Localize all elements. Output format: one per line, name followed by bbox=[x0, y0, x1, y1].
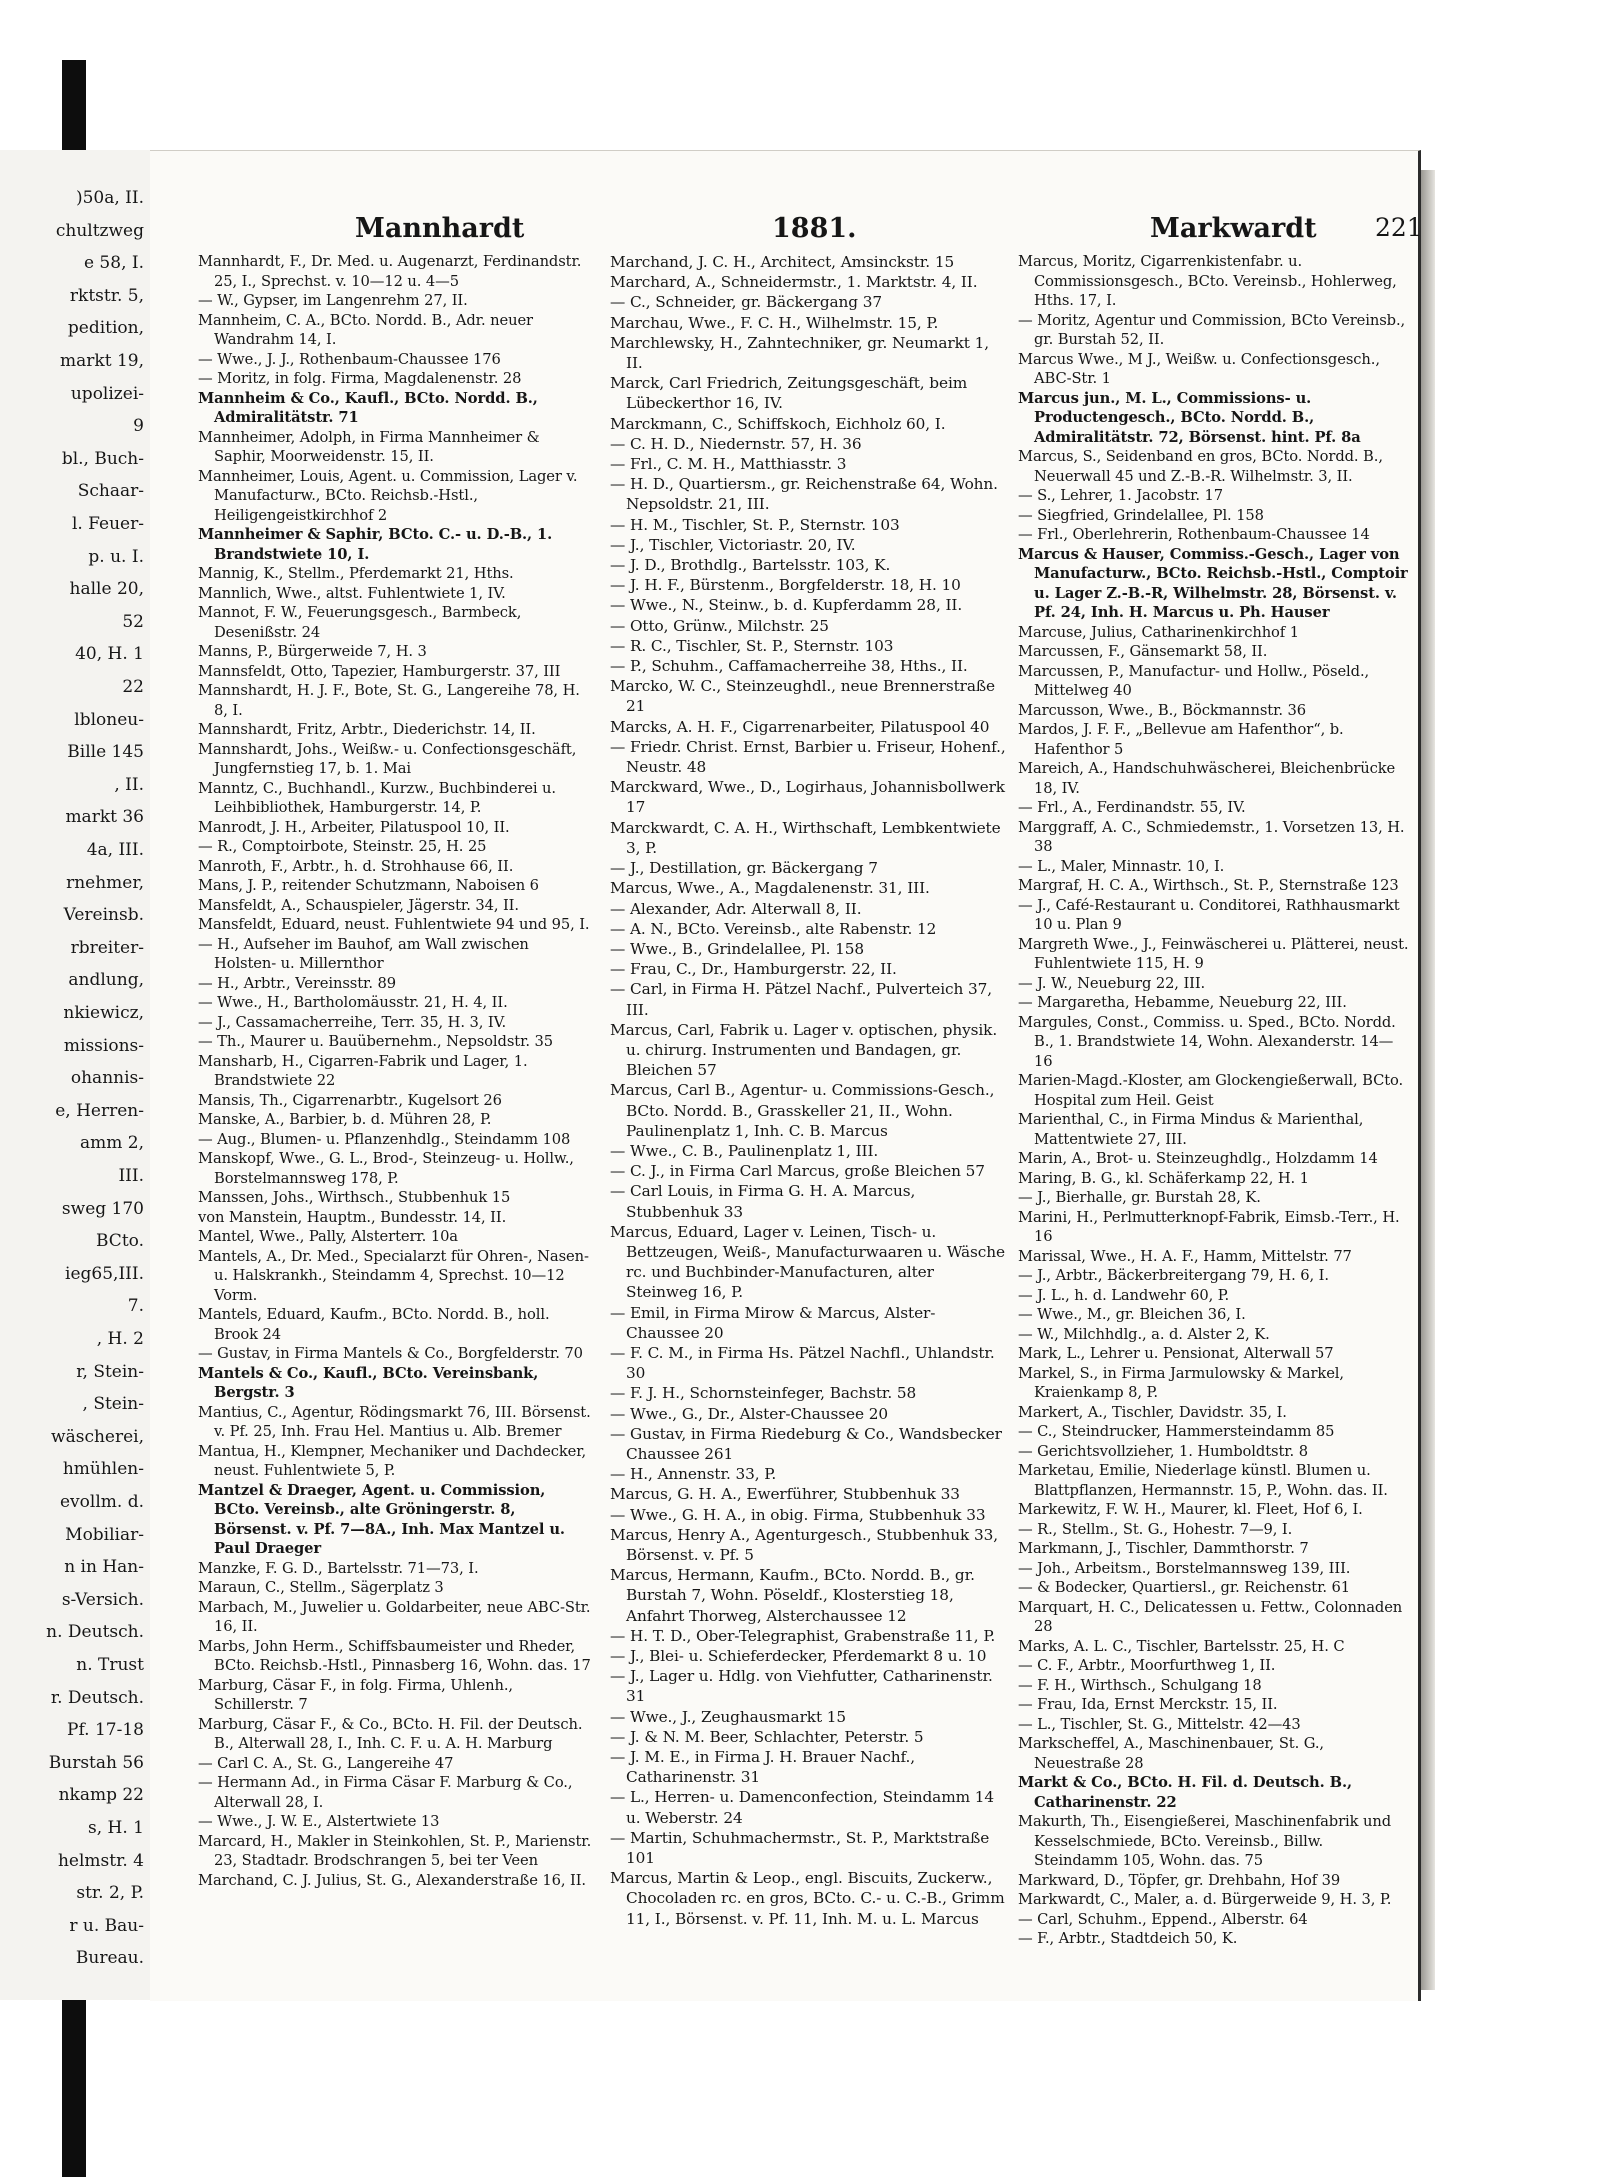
directory-entry: — J. D., Brothdlg., Bartelsstr. 103, K. bbox=[610, 556, 891, 575]
directory-entry: — Wwe., M., gr. Bleichen 36, I. bbox=[1018, 1306, 1246, 1323]
directory-entry: Marcus Wwe., M J., Weißw. u. Confectionsgesch., ABC-Str. 1 bbox=[1018, 350, 1380, 387]
directory-entry: Mannig, K., Stellm., Pferdemarkt 21, Hths. bbox=[198, 565, 514, 582]
directory-entry: Marcko, W. C., Steinzeughdl., neue Brennerstraße 21 bbox=[610, 677, 995, 716]
facing-page-text-fragment: n in Han- bbox=[64, 1557, 144, 1578]
directory-entry: — Emil, in Firma Mirow & Marcus, Alster-Chaussee 20 bbox=[610, 1303, 936, 1342]
directory-entry: Manske, A., Barbier, b. d. Mühren 28, P. bbox=[198, 1111, 492, 1128]
directory-entry: Manskopf, Wwe., G. L., Brod-, Steinzeug- u. Hollw., Borstelmannsweg 178, P. bbox=[198, 1150, 574, 1187]
directory-entry: — Frau, C., Dr., Hamburgerstr. 22, II. bbox=[610, 960, 897, 979]
directory-entry: von Manstein, Hauptm., Bundesstr. 14, II. bbox=[198, 1208, 507, 1226]
directory-entry: Marcus, Henry A., Agenturgesch., Stubbenhuk 33, Börsenst. v. Pf. 5 bbox=[610, 1525, 998, 1564]
facing-page-text-fragment: evollm. d. bbox=[60, 1492, 144, 1512]
directory-entry: — Frl., C. M. H., Matthiasstr. 3 bbox=[610, 455, 847, 474]
directory-entry: Maraun, C., Stellm., Sägerplatz 3 bbox=[198, 1579, 444, 1596]
directory-entry: — J. W., Neueburg 22, III. bbox=[1018, 974, 1206, 992]
facing-page-text-fragment: markt 19, bbox=[60, 351, 144, 371]
directory-entry: — Wwe., B., Grindelallee, Pl. 158 bbox=[610, 939, 864, 958]
directory-entry: Marcus, Martin & Leop., engl. Biscuits, Zuckerw., Chocoladen rc. en gros, BCto. C.- u. C.-B., Grimm 11, I., Börsenst. v. Pf. 11, Inh. M. u. L. Marcus bbox=[610, 1869, 1005, 1928]
directory-entry: Mannot, F. W., Feuerungsgesch., Barmbeck, Desenißstr. 24 bbox=[198, 604, 522, 641]
directory-entry: Mannshardt, H. J. F., Bote, St. G., Langereihe 78, H. 8, I. bbox=[198, 682, 580, 719]
directory-entry: Markert, A., Tischler, Davidstr. 35, I. bbox=[1018, 1403, 1287, 1421]
facing-page-text-fragment: 40, H. 1 bbox=[75, 644, 144, 665]
directory-column-3 bbox=[1018, 252, 1410, 1949]
facing-page-fragment bbox=[0, 150, 151, 2000]
facing-page-text-fragment: Vereinsb. bbox=[63, 905, 144, 926]
directory-column-1 bbox=[198, 252, 593, 1890]
facing-page-text-fragment: Pf. 17-18 bbox=[67, 1720, 144, 1741]
directory-entry: — H., Annenstr. 33, P. bbox=[610, 1465, 777, 1484]
directory-entry: Marcus, Carl, Fabrik u. Lager v. optischen, physik. u. chirurg. Instrumenten und Bandagen, gr. Bleichen 57 bbox=[610, 1020, 998, 1080]
directory-entry: Marcus, Hermann, Kaufm., BCto. Nordd. B., gr. Burstah 7, Wohn. Pöseldf., Klosterstieg 18, Anfahrt Thorweg, Alsterchaussee 12 bbox=[610, 1566, 975, 1625]
directory-entry: — Hermann Ad., in Firma Cäsar F. Marburg & Co., Alterwall 28, I. bbox=[198, 1774, 573, 1811]
facing-page-text-fragment: )50a, II. bbox=[75, 188, 144, 208]
facing-page-text-fragment: missions- bbox=[63, 1035, 144, 1056]
facing-page-text-fragment: chultzweg bbox=[55, 220, 144, 241]
directory-entry: — J., Cassamacherreihe, Terr. 35, H. 3, IV. bbox=[198, 1013, 507, 1031]
running-head-left: Mannhardt bbox=[355, 213, 525, 244]
directory-entry: Mantzel & Draeger, Agent. u. Commission, BCto. Vereinsb., alte Gröningerstr. 8, Börsenst. v. Pf. 7—8A., Inh. Max Mantzel u. Paul Draeger bbox=[198, 1481, 565, 1557]
directory-entry: Markscheffel, A., Maschinenbauer, St. G., Neuestraße 28 bbox=[1018, 1735, 1324, 1772]
directory-entry: — Margaretha, Hebamme, Neueburg 22, III. bbox=[1018, 994, 1347, 1011]
directory-entry: — C., Steindrucker, Hammersteindamm 85 bbox=[1018, 1423, 1335, 1440]
directory-entry: — R., Comptoirbote, Steinstr. 25, H. 25 bbox=[198, 838, 487, 855]
facing-page-text-fragment: lbloneu- bbox=[74, 709, 144, 730]
facing-page-text-fragment: Bille 145 bbox=[67, 742, 144, 763]
directory-entry: — C., Schneider, gr. Bäckergang 37 bbox=[610, 293, 882, 312]
directory-entry: Marcus jun., M. L., Commissions- u. Productengesch., BCto. Nordd. B., Admiralitätstr. 72, Börsenst. hint. Pf. 8a bbox=[1018, 389, 1361, 446]
directory-entry: Marbach, M., Juwelier u. Goldarbeiter, neue ABC-Str. 16, II. bbox=[198, 1598, 591, 1635]
facing-page-text-fragment: str. 2, P. bbox=[76, 1883, 144, 1904]
directory-entry: Marchand, C. J. Julius, St. G., Alexanderstraße 16, II. bbox=[198, 1871, 586, 1889]
directory-entry: — Frl., Oberlehrerin, Rothenbaum-Chaussee 14 bbox=[1018, 526, 1370, 543]
directory-entry: Marcus, Moritz, Cigarrenkistenfabr. u. Commissionsgesch., BCto. Vereinsb., Hohlerweg, Hths. 17, I. bbox=[1018, 253, 1397, 309]
directory-entry: — H. M., Tischler, St. P., Sternstr. 103 bbox=[610, 515, 900, 534]
directory-entry: Mantel, Wwe., Pally, Alsterterr. 10a bbox=[198, 1228, 458, 1245]
directory-entry: — J., Tischler, Victoriastr. 20, IV. bbox=[610, 535, 856, 554]
facing-page-text-fragment: p. u. I. bbox=[88, 546, 144, 567]
facing-page-text-fragment: rktstr. 5, bbox=[69, 285, 144, 306]
directory-entry: — Joh., Arbeitsm., Borstelmannsweg 139, III. bbox=[1018, 1559, 1351, 1577]
facing-page-text-fragment: pedition, bbox=[67, 318, 144, 339]
directory-entry: Marien-Magd.-Kloster, am Glockengießerwall, BCto. Hospital zum Heil. Geist bbox=[1018, 1072, 1404, 1109]
directory-entry: Mantels, Eduard, Kaufm., BCto. Nordd. B., holl. Brook 24 bbox=[198, 1306, 550, 1343]
directory-entry: Marcus, Wwe., A., Magdalenenstr. 31, III. bbox=[610, 879, 930, 898]
directory-entry: Manrodt, J. H., Arbeiter, Pilatuspool 10, II. bbox=[198, 818, 510, 836]
directory-entry: — J., Café-Restaurant u. Conditorei, Rathhausmarkt 10 u. Plan 9 bbox=[1018, 896, 1400, 933]
running-head-year: 1881. bbox=[772, 213, 857, 244]
facing-page-text-fragment: hmühlen- bbox=[62, 1459, 144, 1480]
directory-entry: Mannheim, C. A., BCto. Nordd. B., Adr. neuer Wandrahm 14, I. bbox=[198, 311, 533, 348]
directory-entry: Manns, P., Bürgerweide 7, H. 3 bbox=[198, 643, 427, 660]
page-edge-shadow bbox=[1421, 170, 1435, 1990]
facing-page-text-fragment: Bureau. bbox=[75, 1948, 144, 1969]
directory-entry: Marggraff, A. C., Schmiedemstr., 1. Vorsetzen 13, H. 38 bbox=[1018, 818, 1405, 855]
directory-entry: Marquart, H. C., Delicatessen u. Fettw., Colonnaden 28 bbox=[1018, 1598, 1403, 1635]
facing-page-text-fragment: n. Trust bbox=[76, 1655, 144, 1675]
directory-entry: Mantua, H., Klempner, Mechaniker und Dachdecker, neust. Fuhlentwiete 5, P. bbox=[198, 1442, 587, 1479]
facing-page-text-fragment: halle 20, bbox=[69, 579, 144, 600]
directory-entry: Marckmann, C., Schiffskoch, Eichholz 60, I. bbox=[610, 414, 946, 433]
facing-page-text-fragment: n. Deutsch. bbox=[46, 1622, 144, 1643]
directory-entry: Mannheimer, Louis, Agent. u. Commission, Lager v. Manufacturw., BCto. Reichsb.-Hstl., Heiligengeistkirchhof 2 bbox=[198, 467, 578, 524]
facing-page-text-fragment: Mobiliar- bbox=[65, 1524, 144, 1545]
directory-entry: — Wwe., C. B., Paulinenplatz 1, III. bbox=[610, 1141, 879, 1160]
directory-entry: Margules, Const., Commiss. u. Sped., BCto. Nordd. B., 1. Brandstwiete 14, Wohn. Alexanderstr. 14—16 bbox=[1018, 1013, 1396, 1070]
running-head-right: Markwardt bbox=[1150, 213, 1317, 244]
directory-entry: Marketau, Emilie, Niederlage künstl. Blumen u. Blattpflanzen, Hermannstr. 15, P., Wohn. das. II. bbox=[1018, 1462, 1388, 1499]
directory-entry: Margreth Wwe., J., Feinwäscherei u. Plätterei, neust. Fuhlentwiete 115, H. 9 bbox=[1018, 935, 1409, 972]
directory-entry: Marin, A., Brot- u. Steinzeughdlg., Holzdamm 14 bbox=[1018, 1150, 1378, 1167]
facing-page-text-fragment: amm 2, bbox=[80, 1133, 144, 1154]
directory-entry: — Carl, in Firma H. Pätzel Nachf., Pulverteich 37, III. bbox=[610, 980, 993, 1019]
facing-page-text-fragment: r u. Bau- bbox=[69, 1915, 144, 1936]
directory-entry: Marchau, Wwe., F. C. H., Wilhelmstr. 15, P. bbox=[610, 313, 939, 332]
directory-entry: — Th., Maurer u. Bauübernehm., Nepsoldstr. 35 bbox=[198, 1033, 553, 1050]
directory-entry: — Friedr. Christ. Ernst, Barbier u. Friseur, Hohenf., Neustr. 48 bbox=[610, 737, 1006, 777]
directory-entry: Mannheim & Co., Kaufl., BCto. Nordd. B., Admiralitätstr. 71 bbox=[198, 389, 538, 426]
directory-entry: — J., Lager u. Hdlg. von Viehfutter, Catharinenstr. 31 bbox=[610, 1667, 993, 1706]
directory-entry: — F. C. M., in Firma Hs. Pätzel Nachfl., Uhlandstr. 30 bbox=[610, 1343, 995, 1383]
directory-entry: — L., Tischler, St. G., Mittelstr. 42—43 bbox=[1018, 1715, 1301, 1733]
directory-column-2 bbox=[610, 252, 1008, 1929]
directory-entry: Maring, B. G., kl. Schäferkamp 22, H. 1 bbox=[1018, 1169, 1309, 1187]
directory-entry: Marburg, Cäsar F., & Co., BCto. H. Fil. der Deutsch. B., Alterwall 28, I., Inh. C. F. u. A. H. Marburg bbox=[198, 1715, 583, 1752]
directory-entry: — Moritz, in folg. Firma, Magdalenenstr. 28 bbox=[198, 370, 522, 387]
directory-entry: Marchand, J. C. H., Architect, Amsinckstr. 15 bbox=[610, 253, 955, 271]
directory-entry: Marissal, Wwe., H. A. F., Hamm, Mittelstr. 77 bbox=[1018, 1247, 1352, 1265]
directory-entry: Marcks, A. H. F., Cigarrenarbeiter, Pilatuspool 40 bbox=[610, 717, 990, 736]
directory-entry: Marck, Carl Friedrich, Zeitungsgeschäft, beim Lübeckerthor 16, IV. bbox=[610, 374, 968, 413]
directory-entry: Mannshardt, Johs., Weißw.- u. Confectionsgeschäft, Jungfernstieg 17, b. 1. Mai bbox=[198, 740, 577, 777]
directory-entry: — & Bodecker, Quartiersl., gr. Reichenstr. 61 bbox=[1018, 1579, 1351, 1596]
directory-entry: Mannsfeldt, Otto, Tapezier, Hamburgerstr. 37, III bbox=[198, 662, 561, 680]
directory-entry: — F. H., Wirthsch., Schulgang 18 bbox=[1018, 1676, 1262, 1694]
directory-entry: Marcuse, Julius, Catharinenkirchhof 1 bbox=[1018, 623, 1299, 641]
directory-entry: Marks, A. L. C., Tischler, Bartelsstr. 25, H. C bbox=[1018, 1637, 1345, 1655]
directory-entry: — L., Herren- u. Damenconfection, Steindamm 14 u. Weberstr. 24 bbox=[610, 1788, 995, 1827]
directory-entry: Marcussen, P., Manufactur- und Hollw., Pöseld., Mittelweg 40 bbox=[1018, 662, 1370, 699]
directory-entry: Marburg, Cäsar F., in folg. Firma, Uhlenh., Schillerstr. 7 bbox=[198, 1676, 513, 1713]
directory-entry: Margraf, H. C. A., Wirthsch., St. P., Sternstraße 123 bbox=[1018, 877, 1399, 894]
facing-page-text-fragment: r, Stein- bbox=[76, 1361, 144, 1382]
directory-entry: — Moritz, Agentur und Commission, BCto Vereinsb., gr. Burstah 52, II. bbox=[1018, 311, 1406, 348]
facing-page-text-fragment: s, H. 1 bbox=[88, 1818, 144, 1838]
facing-page-text-fragment: andlung, bbox=[68, 970, 144, 991]
directory-entry: Marchard, A., Schneidermstr., 1. Marktstr. 4, II. bbox=[610, 273, 978, 292]
directory-entry: Marcus, Carl B., Agentur- u. Commissions-Gesch., BCto. Nordd. B., Grasskeller 21, II., Wohn. Paulinenplatz 1, Inh. C. B. Marcus bbox=[610, 1081, 995, 1140]
directory-entry: Manzke, F. G. D., Bartelsstr. 71—73, I. bbox=[198, 1559, 479, 1577]
directory-entry: — J., Bierhalle, gr. Burstah 28, K. bbox=[1018, 1189, 1261, 1206]
directory-entry: — Aug., Blumen- u. Pflanzenhdlg., Steindamm 108 bbox=[198, 1130, 571, 1148]
directory-entry: Markward, D., Töpfer, gr. Drehbahn, Hof 39 bbox=[1018, 1871, 1341, 1889]
directory-entry: Marcard, H., Makler in Steinkohlen, St. P., Marienstr. 23, Stadtadr. Brodschrangen 5, bei ter Veen bbox=[198, 1832, 592, 1869]
directory-entry: — Gustav, in Firma Riedeburg & Co., Wandsbecker Chaussee 261 bbox=[610, 1424, 1002, 1463]
directory-entry: Marcus, S., Seidenband en gros, BCto. Nordd. B., Neuerwall 45 und Z.-B.-R. Wilhelmstr. 3, II. bbox=[1018, 448, 1383, 485]
facing-page-text-fragment: , H. 2 bbox=[96, 1329, 144, 1349]
directory-entry: — J. L., h. d. Landwehr 60, P. bbox=[1018, 1286, 1230, 1304]
directory-entry: Mannheimer, Adolph, in Firma Mannheimer & Saphir, Moorweidenstr. 15, II. bbox=[198, 428, 540, 465]
facing-page-text-fragment: e, Herren- bbox=[55, 1100, 144, 1121]
directory-entry: Mannhardt, F., Dr. Med. u. Augenarzt, Ferdinandstr. 25, I., Sprechst. v. 10—12 u. 4—5 bbox=[198, 253, 582, 290]
directory-entry: — Frl., A., Ferdinandstr. 55, IV. bbox=[1018, 799, 1246, 816]
directory-entry: — R., Stellm., St. G., Hohestr. 7—9, I. bbox=[1018, 1520, 1293, 1538]
directory-entry: Marckward, Wwe., D., Logirhaus, Johannisbollwerk 17 bbox=[610, 778, 1005, 817]
directory-entry: Mansharb, H., Cigarren-Fabrik und Lager, 1. Brandstwiete 22 bbox=[198, 1052, 528, 1089]
directory-entry: — Wwe., N., Steinw., b. d. Kupferdamm 28, II. bbox=[610, 596, 963, 615]
facing-page-text-fragment: 9 bbox=[133, 416, 144, 437]
directory-entry: Mansfeldt, Eduard, neust. Fuhlentwiete 94 und 95, I. bbox=[198, 916, 590, 933]
directory-entry: Markt & Co., BCto. H. Fil. d. Deutsch. B., Catharinenstr. 22 bbox=[1018, 1774, 1352, 1811]
facing-page-text-fragment: sweg 170 bbox=[61, 1198, 144, 1219]
directory-entry: — C. H. D., Niedernstr. 57, H. 36 bbox=[610, 434, 862, 453]
directory-entry: Marcusson, Wwe., B., Böckmannstr. 36 bbox=[1018, 701, 1307, 719]
facing-page-text-fragment: rbreiter- bbox=[70, 937, 144, 958]
facing-page-text-fragment: upolizei- bbox=[70, 383, 144, 404]
facing-page-text-fragment: 52 bbox=[122, 611, 144, 632]
directory-entry: Manssen, Johs., Wirthsch., Stubbenhuk 15 bbox=[198, 1189, 511, 1206]
directory-entry: — S., Lehrer, 1. Jacobstr. 17 bbox=[1018, 487, 1224, 504]
facing-page-text-fragment: l. Feuer- bbox=[71, 514, 144, 534]
directory-entry: — Carl, Schuhm., Eppend., Alberstr. 64 bbox=[1018, 1910, 1308, 1928]
directory-entry: — J. & N. M. Beer, Schlachter, Peterstr. 5 bbox=[610, 1727, 924, 1746]
directory-entry: — L., Maler, Minnastr. 10, I. bbox=[1018, 857, 1225, 875]
directory-entry: Marcus, Eduard, Lager v. Leinen, Tisch- u. Bettzeugen, Weiß-, Manufacturwaaren u. Wäsche rc. und Buchbinder-Manufacturen, alter Steinweg 16, P. bbox=[610, 1222, 1005, 1302]
directory-entry: — Wwe., H., Bartholomäusstr. 21, H. 4, II. bbox=[198, 994, 508, 1011]
directory-entry: — J., Arbtr., Bäckerbreitergang 79, H. 6, I. bbox=[1018, 1267, 1329, 1284]
directory-entry: Marckwardt, C. A. H., Wirthschaft, Lembkentwiete 3, P. bbox=[610, 818, 1001, 857]
directory-entry: Mareich, A., Handschuhwäscherei, Bleichenbrücke 18, IV. bbox=[1018, 760, 1396, 797]
directory-entry: — J., Destillation, gr. Bäckergang 7 bbox=[610, 859, 878, 878]
facing-page-text-fragment: , Stein- bbox=[82, 1394, 144, 1415]
directory-entry: — Alexander, Adr. Alterwall 8, II. bbox=[610, 899, 862, 918]
facing-page-text-fragment: nkamp 22 bbox=[58, 1785, 144, 1806]
directory-entry: — Wwe., J., Zeughausmarkt 15 bbox=[610, 1707, 847, 1726]
directory-entry: — A. N., BCto. Vereinsb., alte Rabenstr. 12 bbox=[610, 919, 937, 938]
directory-entry: — H., Arbtr., Vereinsstr. 89 bbox=[198, 974, 396, 992]
facing-page-text-fragment: , II. bbox=[114, 774, 144, 795]
directory-entry: — J. H. F., Bürstenm., Borgfelderstr. 18, H. 10 bbox=[610, 576, 961, 595]
directory-entry: — C. F., Arbtr., Moorfurthweg 1, II. bbox=[1018, 1657, 1276, 1674]
directory-entry: — H., Aufseher im Bauhof, am Wall zwischen Holsten- u. Millernthor bbox=[198, 935, 529, 972]
directory-entry: — F. J. H., Schornsteinfeger, Bachstr. 58 bbox=[610, 1384, 917, 1403]
directory-entry: — Wwe., G. H. A., in obig. Firma, Stubbenhuk 33 bbox=[610, 1505, 986, 1524]
facing-page-text-fragment: III. bbox=[118, 1166, 144, 1186]
directory-entry: Marcus, G. H. A., Ewerführer, Stubbenhuk 33 bbox=[610, 1485, 960, 1504]
directory-entry: Markel, S., in Firma Jarmulowsky & Markel, Kraienkamp 8, P. bbox=[1018, 1364, 1344, 1401]
directory-entry: — F., Arbtr., Stadtdeich 50, K. bbox=[1018, 1930, 1238, 1947]
directory-entry: Marchlewsky, H., Zahntechniker, gr. Neumarkt 1, II. bbox=[610, 333, 989, 373]
directory-entry: Markmann, J., Tischler, Dammthorstr. 7 bbox=[1018, 1540, 1309, 1557]
page-number: 221 bbox=[1375, 213, 1423, 242]
directory-entry: Mantels, A., Dr. Med., Specialarzt für Ohren-, Nasen- u. Halskrankh., Steindamm 4, Sprechst. 10—12 Vorm. bbox=[198, 1247, 589, 1304]
directory-entry: — Otto, Grünw., Milchstr. 25 bbox=[610, 616, 829, 635]
directory-entry: — Martin, Schuhmachermstr., St. P., Marktstraße 101 bbox=[610, 1828, 990, 1868]
directory-entry: Marienthal, C., in Firma Mindus & Marienthal, Mattentwiete 27, III. bbox=[1018, 1111, 1364, 1148]
directory-entry: — Carl Louis, in Firma G. H. A. Marcus, Stubbenhuk 33 bbox=[610, 1182, 916, 1221]
directory-entry: Mantels & Co., Kaufl., BCto. Vereinsbank, Bergstr. 3 bbox=[198, 1364, 539, 1401]
directory-entry: Markewitz, F. W. H., Maurer, kl. Fleet, Hof 6, I. bbox=[1018, 1501, 1363, 1518]
directory-entry: — J. M. E., in Firma J. H. Brauer Nachf., Catharinenstr. 31 bbox=[610, 1748, 916, 1787]
directory-entry: Mannheimer & Saphir, BCto. C.- u. D.-B., 1. Brandstwiete 10, I. bbox=[198, 526, 553, 563]
directory-entry: Marbs, John Herm., Schiffsbaumeister und Rheder, BCto. Reichsb.-Hstl., Pinnasberg 16, Wohn. das. 17 bbox=[198, 1637, 591, 1674]
directory-entry: — Wwe., G., Dr., Alster-Chaussee 20 bbox=[610, 1404, 888, 1423]
directory-entry: Manntz, C., Buchhandl., Kurzw., Buchbinderei u. Leihbibliothek, Hamburgerstr. 14, P. bbox=[198, 779, 556, 816]
directory-entry: — Gustav, in Firma Mantels & Co., Borgfelderstr. 70 bbox=[198, 1345, 583, 1362]
directory-entry: — P., Schuhm., Caffamacherreihe 38, Hths., II. bbox=[610, 657, 968, 676]
directory-entry: — H. T. D., Ober-Telegraphist, Grabenstraße 11, P. bbox=[610, 1626, 996, 1645]
facing-page-text-fragment: s-Versich. bbox=[61, 1589, 144, 1610]
directory-entry: Mannlich, Wwe., altst. Fuhlentwiete 1, IV. bbox=[198, 584, 506, 602]
directory-entry: Marcussen, F., Gänsemarkt 58, II. bbox=[1018, 643, 1268, 660]
directory-page bbox=[150, 150, 1421, 2001]
directory-entry: Makurth, Th., Eisengießerei, Maschinenfabrik und Kesselschmiede, BCto. Vereinsb., Billw. Steindamm 105, Wohn. das. 75 bbox=[1018, 1813, 1392, 1869]
directory-entry: — Wwe., J. J., Rothenbaum-Chaussee 176 bbox=[198, 350, 501, 368]
directory-entry: — W., Gypser, im Langenrehm 27, II. bbox=[198, 292, 468, 309]
facing-page-text-fragment: BCto. bbox=[96, 1231, 144, 1252]
facing-page-text-fragment: ieg65,III. bbox=[65, 1263, 144, 1284]
directory-entry: — R. C., Tischler, St. P., Sternstr. 103 bbox=[610, 636, 894, 655]
directory-entry: Mans, J. P., reitender Schutzmann, Naboisen 6 bbox=[198, 877, 539, 894]
facing-page-text-fragment: 4a, III. bbox=[86, 840, 144, 860]
directory-entry: Mark, L., Lehrer u. Pensionat, Alterwall 57 bbox=[1018, 1345, 1334, 1362]
directory-entry: — H. D., Quartiersm., gr. Reichenstraße 64, Wohn. Nepsoldstr. 21, III. bbox=[610, 475, 998, 514]
facing-page-text-fragment: Burstah 56 bbox=[48, 1752, 144, 1773]
directory-entry: — Wwe., J. W. E., Alstertwiete 13 bbox=[198, 1813, 440, 1830]
directory-entry: Mantius, C., Agentur, Rödingsmarkt 76, III. Börsenst. v. Pf. 25, Inh. Frau Hel. Mantius u. Alb. Bremer bbox=[198, 1403, 591, 1440]
facing-page-text-fragment: Schaar- bbox=[77, 481, 144, 502]
facing-page-text-fragment: wäscherei, bbox=[51, 1426, 144, 1447]
directory-entry: — Siegfried, Grindelallee, Pl. 158 bbox=[1018, 506, 1264, 524]
directory-entry: — J., Blei- u. Schieferdecker, Pferdemarkt 8 u. 10 bbox=[610, 1647, 987, 1666]
directory-entry: — C. J., in Firma Carl Marcus, große Bleichen 57 bbox=[610, 1162, 985, 1181]
directory-entry: Mardos, J. F. F., „Bellevue am Hafenthor“, b. Hafenthor 5 bbox=[1018, 721, 1344, 758]
directory-entry: Mansis, Th., Cigarrenarbtr., Kugelsort 26 bbox=[198, 1091, 502, 1109]
facing-page-text-fragment: bl., Buch- bbox=[61, 448, 144, 469]
facing-page-text-fragment: rnehmer, bbox=[66, 872, 144, 893]
directory-entry: Marcus & Hauser, Commiss.-Gesch., Lager von Manufacturw., BCto. Reichsb.-Hstl., Comptoir u. Lager Z.-B.-R, Wilhelmstr. 28, Börsenst. v. Pf. 24, Inh. H. Marcus u. Ph. Hauser bbox=[1018, 545, 1408, 621]
facing-page-text-fragment: r. Deutsch. bbox=[50, 1687, 144, 1708]
facing-page-text-fragment: nkiewicz, bbox=[63, 1003, 144, 1023]
directory-entry: Mansfeldt, A., Schauspieler, Jägerstr. 34, II. bbox=[198, 896, 519, 914]
directory-entry: — Frau, Ida, Ernst Merckstr. 15, II. bbox=[1018, 1696, 1278, 1713]
directory-entry: — W., Milchhdlg., a. d. Alster 2, K. bbox=[1018, 1325, 1270, 1343]
directory-entry: Marini, H., Perlmutterknopf-Fabrik, Eimsb.-Terr., H. 16 bbox=[1018, 1208, 1400, 1245]
directory-entry: Manroth, F., Arbtr., h. d. Strohhause 66, II. bbox=[198, 857, 514, 875]
directory-entry: — Carl C. A., St. G., Langereihe 47 bbox=[198, 1754, 454, 1772]
facing-page-text-fragment: 7. bbox=[127, 1296, 144, 1317]
facing-page-text-fragment: ohannis- bbox=[70, 1068, 144, 1089]
directory-entry: Markwardt, C., Maler, a. d. Bürgerweide 9, H. 3, P. bbox=[1018, 1891, 1392, 1908]
facing-page-text-fragment: 22 bbox=[122, 677, 144, 697]
directory-entry: Mannshardt, Fritz, Arbtr., Diederichstr. 14, II. bbox=[198, 721, 536, 738]
facing-page-text-fragment: markt 36 bbox=[65, 807, 144, 828]
facing-page-text-fragment: e 58, I. bbox=[83, 253, 144, 274]
directory-entry: — Gerichtsvollzieher, 1. Humboldtstr. 8 bbox=[1018, 1442, 1308, 1460]
facing-page-text-fragment: helmstr. 4 bbox=[57, 1850, 144, 1871]
